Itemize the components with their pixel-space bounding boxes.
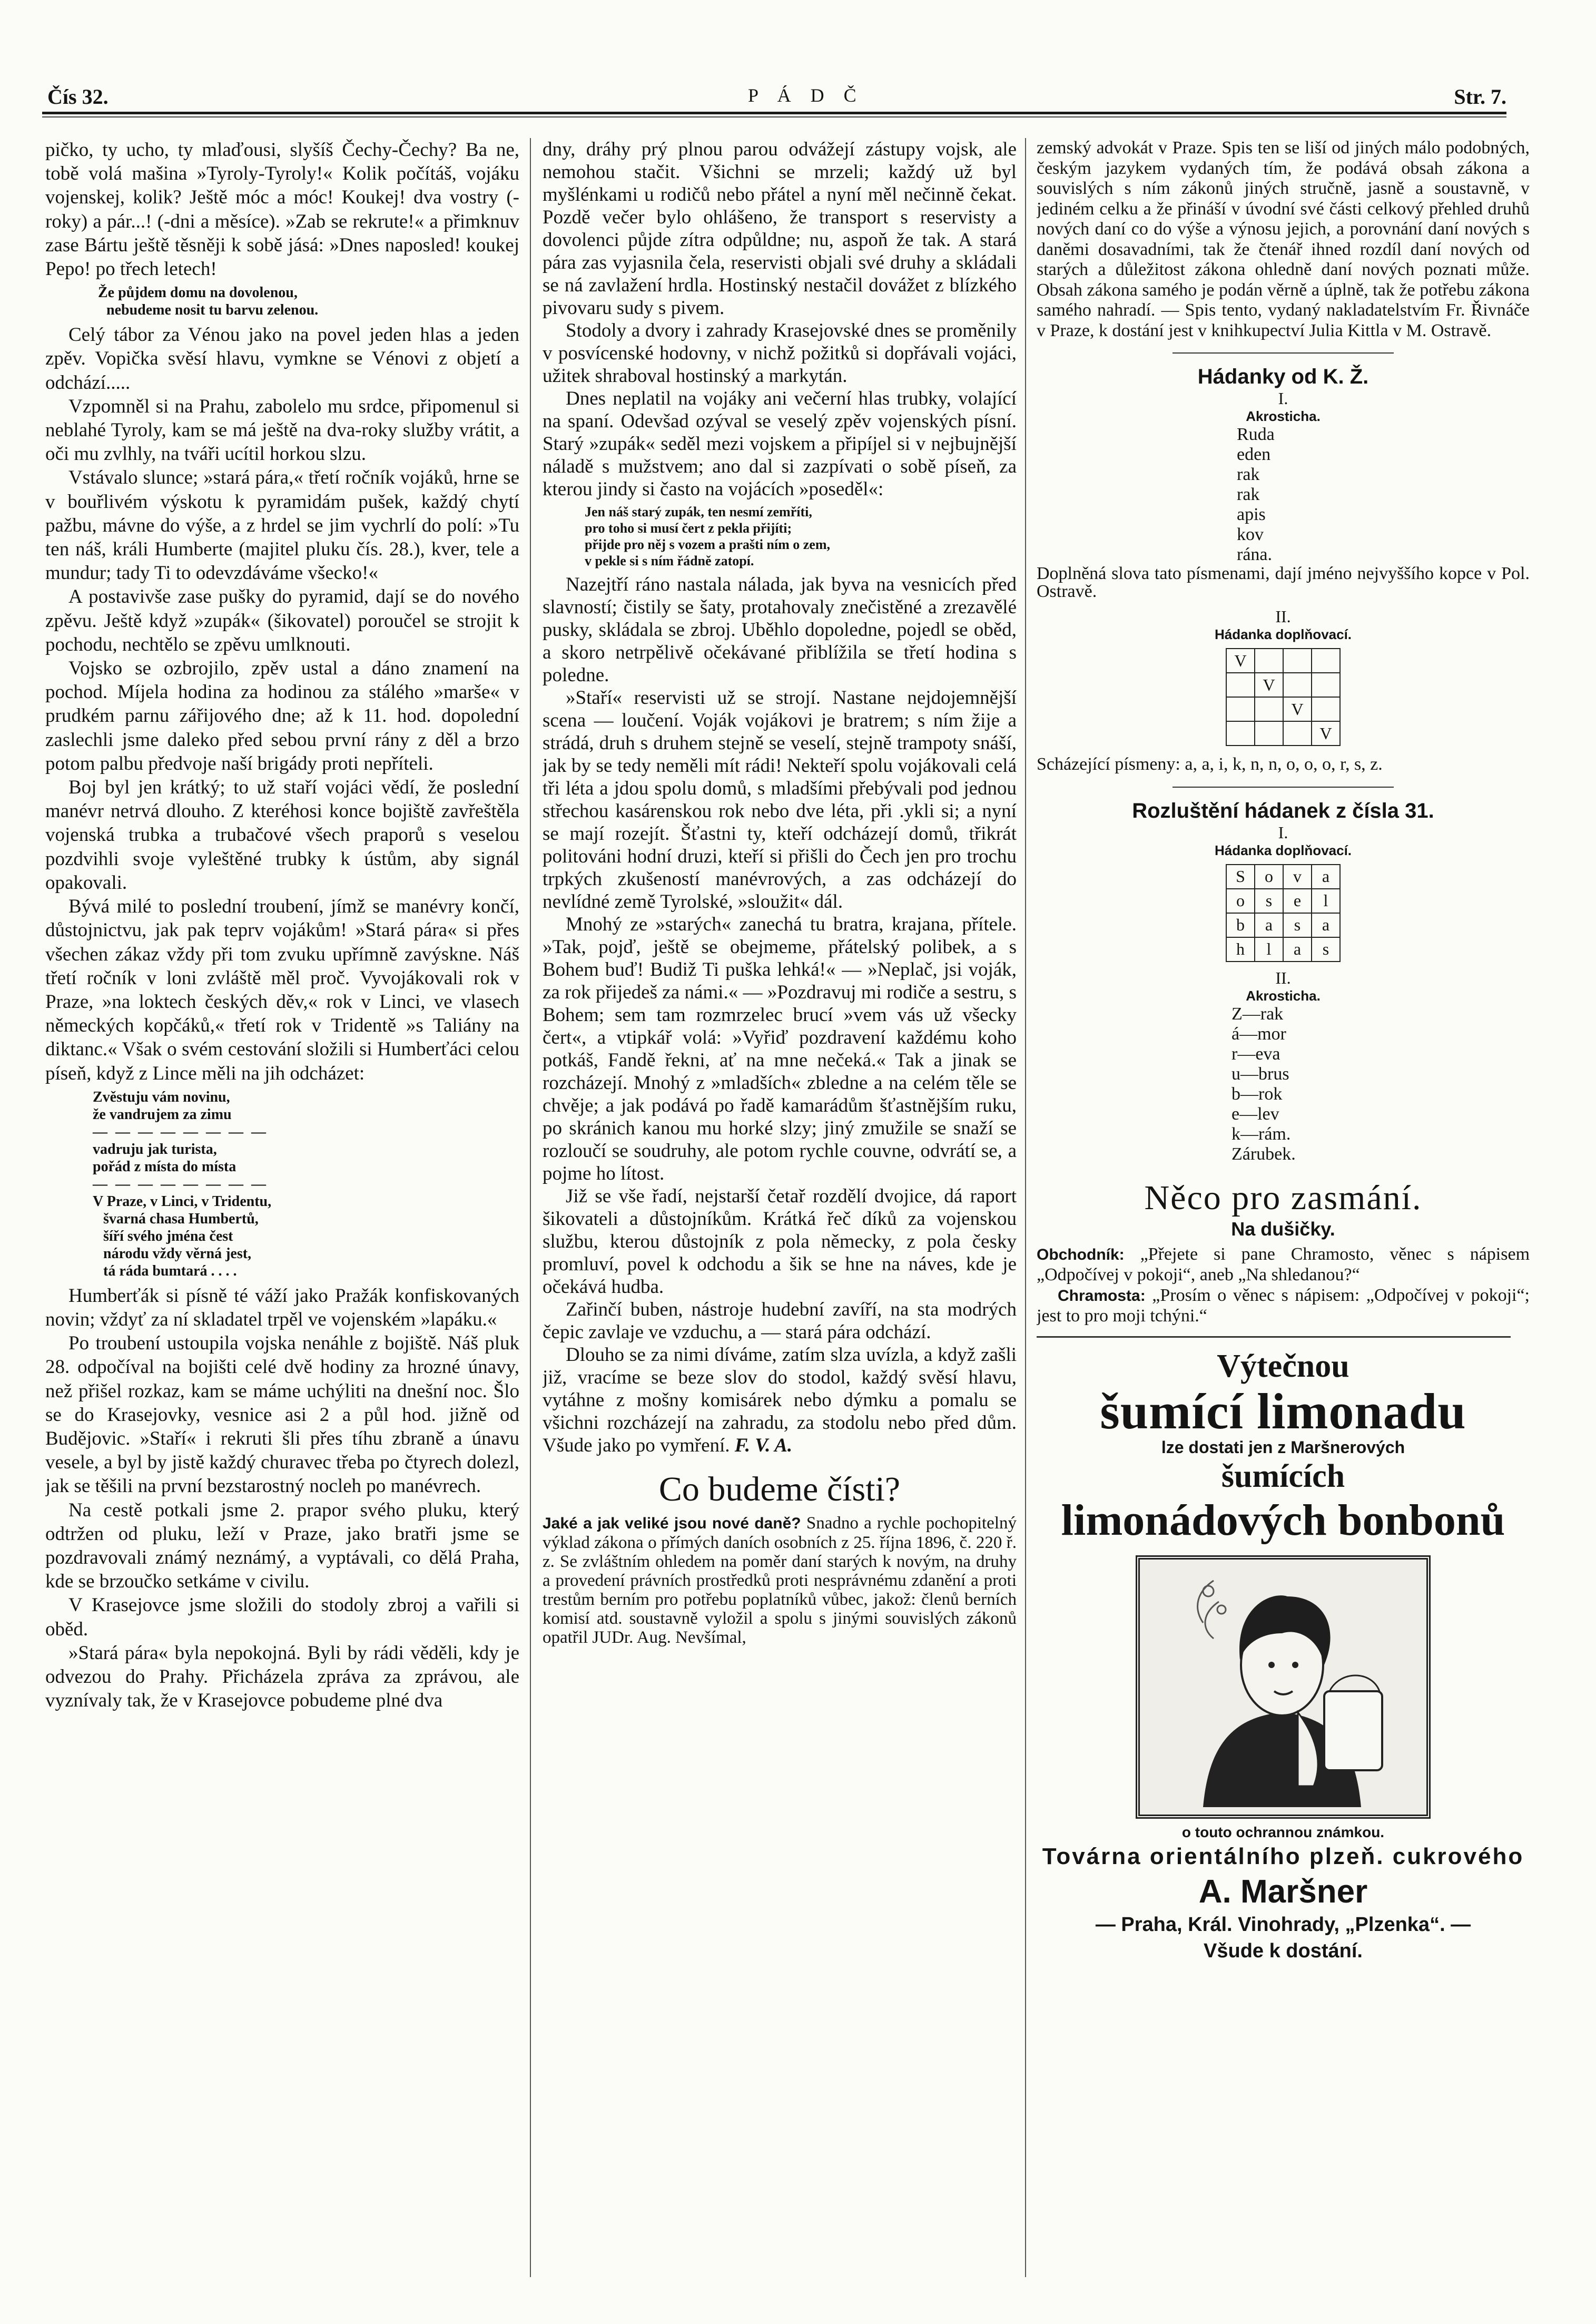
grid-cell: s — [1312, 937, 1340, 962]
book-notice-text: Snadno a rychle pochopitelný výklad zákona o přímých daních osobních z 25. října 1896, č. 220 ř. z. Se zvláštním ohledem na poměr daní starých k novým, na druhy a provedení právních prostředků proti nesprávnému zdanění a proti trestům berním pro potřebu poplatníků vůbec, jakož: členů berních komisí atd. soustavně vyložil a spolu s jinými souvislých zákonů opatřil JUDr. Aug. Nevšímal, — [543, 1514, 1017, 1647]
woman-with-lemonade-icon — [1140, 1560, 1426, 1815]
grid-cell: V — [1312, 721, 1340, 746]
grid-cell: l — [1255, 937, 1283, 962]
ad-company-type: Továrna orientálního plzeň. cukrového — [1042, 1843, 1524, 1869]
acrostic-word: kov — [1237, 525, 1264, 544]
grid-cell — [1226, 721, 1255, 746]
solution-number: II. — [1275, 968, 1291, 987]
grid-cell: V — [1283, 697, 1312, 721]
verse-line: švarná chasa Humbertů, — [103, 1210, 259, 1227]
acrostic-answer: Zárubek. — [1232, 1144, 1296, 1164]
solution-grid — [1226, 864, 1341, 962]
verse-line: Zvěstuju vám novinu, — [93, 1089, 230, 1105]
col1-paragraph: pičko, ty ucho, ty mlaďousi, slyšíš Čechy-Čechy? Ba ne, tobě volá mašina »Tyroly-Tyroly!« Kolik počítáš, vojáku vojenskej, kolik? Ještě móc a móc! Koukej! dva vostry (-roky) a pár...! (-dni a měsíce). »Zab se rekrute!« a přimknuv zase Bártu ještě těsněji k sobě jásá: »Dnes naposled! koukej Pepo! po třech letech! — [45, 139, 519, 280]
joke-line — [1037, 1244, 1530, 1286]
solution-type: Hádanka doplňovací. — [1214, 842, 1352, 858]
grid-cell — [1255, 649, 1283, 673]
header-rule-thin — [42, 116, 1506, 117]
col2-paragraph: Dnes neplatil na vojáky ani večerní hlas trubky, volající na spaní. Odevšad ozýval se veselý zpěv vojenských písní. Starý »zupák« seděl mezi vojskem a připíjel si v nejbujnější náladě s mužstvem; ano dal si zazpívati o sobě píseň, za kterou jindy si často na vojácích »poseděl«: — [543, 388, 1017, 500]
song-verse-2 — [93, 1089, 519, 1280]
closing-text: Dlouho se za nimi díváme, zatím slza uvízla, a když zašli již, vracíme se beze slov do stodol, každý svěsí hlavu, vytáhne z mošny komisárek nebo dýmku a pomalu se všichni rozcházejí na zahradu, za stodolu nebo před dům. Všude jako po vymření. — [543, 1344, 1017, 1456]
col2-paragraph: Již se vše řadí, nejstarší četař rozdělí dvojice, dá raport šikovateli a důstojníkům. Krátká řeč díků za vojenskou službu, kterou důstojník z pola německy, z pola česky promluví, povel k odchodu a šik se hne na náves, kde je očekává hudba. — [543, 1185, 1017, 1298]
joke-text: „Přejete si pane Chramosto, věnec s nápisem „Odpočívej v pokoji“, aneb „Na shledanou?“ — [1037, 1244, 1530, 1284]
verse-line: v pekle si s ním řádně zatopí. — [585, 553, 754, 568]
grid-cell: a — [1255, 913, 1283, 937]
col2-paragraph: Zařinčí buben, nástroje hudební zavíří, na sta modrých čepic zavlaje ve vzduchu, a — stará pára odchází. — [543, 1299, 1017, 1343]
col2-paragraph: dny, dráhy prý plnou parou odvážejí zástupy vojsk, ale nemohou stačit. Všichni se mrzeli; každý už byl myšlénkami u rodičů nebo přátel a nyní měl nečinně čekat. Pozdě večer bylo ohlášeno, že transport s reservisty a dovolenci půjde zítra odpůldne; nu, aspoň že tak. A stará pára zas vyjasnila čela, reservisti objali své druhy a skládali se ná zavlažení hrdla. Hostinský nestačil dovážet z blízkého pivovaru sudy s pivem. — [543, 139, 1017, 319]
col2-paragraph: »Staří« reservisti už se strojí. Nastane nejdojemnější scena — loučení. Voják vojákovi je bratrem; s ním žije a strádá, druh s druhem stejně se veselí, stejně trampoty snáší, jak by se tedy neměli mít rádi! Nekteří spolu vojákovali celá tři léta a jdou spolu domů, s mladšími přebývali pod jednou střechou kasárenskou rok nebo dve léta, při .ykli si; a nyní se mají rozejít. Šťastni ty, kteří odcházejí domů, třikrát politováni hodní druzi, kteří si přišli do Čech jen pro trochu trpkých zkušeností manévrových, a zas odcházejí do nevlídné země Tyrolské, »sloužit« dál. — [543, 687, 1017, 913]
grid-cell: o — [1226, 889, 1255, 913]
song-verse-1 — [98, 284, 519, 319]
masthead-fragment: P Á D Č — [748, 85, 864, 106]
verse-line: pořád z místa do místa — [93, 1158, 237, 1175]
acrostic-solution-line: u—brus — [1232, 1064, 1289, 1084]
riddle-number: I. — [1278, 389, 1288, 408]
zupak-song-verse — [585, 504, 1017, 569]
ad-tagline: lze dostati jen z Maršnerových — [1161, 1437, 1405, 1457]
grid-cell — [1312, 697, 1340, 721]
verse-line: přijde pro něj s vozem a prašti ním o zem, — [585, 537, 831, 552]
riddle-instruction: Doplněná slova tato písmenami, dají jméno nejvyššího kopce v Pol. Ostravě. — [1037, 564, 1530, 601]
page-number: Str. 7. — [1454, 85, 1506, 109]
verse-line: vadruju jak turista, — [93, 1141, 217, 1158]
ad-headline-2: šumící limonadu — [1100, 1382, 1466, 1439]
col2-paragraph — [543, 1344, 1017, 1457]
author-signature: F. V. A. — [734, 1435, 793, 1456]
verse-line: nebudeme nosit tu barvu zelenou. — [106, 302, 319, 319]
trademark-label: o touto ochrannou známkou. — [1181, 1823, 1385, 1840]
acrostic-solution-line: b—rok — [1232, 1084, 1283, 1104]
col1-paragraph: Vstávalo slunce; »stará pára,« třetí ročník vojáků, hrne se v bouřlivém výskotu k pyramidám pušek, každý chytí pažbu, mávne do výše, a z hrdel se jim vychrlí do polí: »Tu ten náš, králi Humberte (majitel pluku čís. 28.), kver, tele a mundur; tady Ti to odevzdáváme všecko!« — [45, 467, 519, 584]
book-notice-lead: Jaké a jak veliké jsou nové daně? — [543, 1515, 801, 1532]
col1-paragraph: A postavivše zase pušky do pyramid, dají se do nového zpěvu. Ještě když »zupák« (šikovatel) poroučel se strojit k pochodu, nechtělo se zpěvu umlknouti. — [45, 586, 519, 655]
riddles-title: Hádanky od K. Ž. — [1197, 365, 1369, 388]
grid-cell — [1255, 721, 1283, 746]
acrostic-solution-list — [1232, 1004, 1530, 1164]
acrostic-solution-line: Z—rak — [1232, 1004, 1284, 1024]
column-divider-1 — [530, 138, 531, 2277]
section-divider — [1173, 352, 1394, 354]
col1-paragraph: Boj byl jen krátký; to už staří vojáci vědí, že poslední manévr netrvá dlouho. Z kteréhosi konce bojiště zavřeštěla vojenská trubka a trubačové všech praporů s veselou pozdvihli svoje vyleštěné trubky k ústům, aby signál opakovali. — [45, 777, 519, 894]
col2-paragraph: Nazejtří ráno nastala nálada, jak byva na vesnicích před slavností; čistily se šaty, protahovaly znečistěné a zrezavělé pusky, skládala se zbroj. Uběhlo dopoledne, pojedl se oběd, a skoro netrpělivě očekávané přiblížila se třetí hodina s poledne. — [543, 574, 1017, 686]
col1-paragraph: »Stará pára« byla nepokojná. Byli by rádi věděli, kdy je odvezou do Prahy. Přicházela zpráva za zprávou, ale vyznívaly tak, že v Krasejovce pobudeme plné dva — [45, 1642, 519, 1712]
ad-headline-4: limonádových bonbonů — [1061, 1495, 1505, 1545]
humor-section-title: Něco pro zasmání. — [1144, 1178, 1422, 1217]
acrostic-word: eden — [1237, 445, 1271, 464]
ad-availability: Všude k dostání. — [1204, 1939, 1363, 1962]
page-header — [42, 84, 1506, 116]
col1-paragraph: Bývá milé to poslední troubení, jímž se manévry končí, důstojnictvu, jak pak teprv vojákům! »Stará pára« si přes všechen zákaz vždy při tom zvuku upřímně zavýskne. Náš třetí ročník v loni zvláště měl proč. Vyvojákovali rok v Praze, »na loktech českých děv,« rok v Linci, ve vlasech německých kopčáků,« třetí rok v Tridentě »s Taliány na diktanc.« Však o svém cestování složili si Humberťáci celou píseň, když z Lince měli na jih odcházet: — [45, 896, 519, 1084]
acrostic-word: rak — [1237, 465, 1260, 484]
grid-cell — [1226, 673, 1255, 697]
grid-cell — [1312, 649, 1340, 673]
ad-company-name: A. Maršner — [1198, 1873, 1368, 1910]
section-title-co-budeme-cisti: Co budeme čísti? — [658, 1470, 901, 1508]
grid-cell: V — [1226, 649, 1255, 673]
grid-cell — [1226, 697, 1255, 721]
acrostic-word: Ruda — [1237, 425, 1275, 444]
col2-paragraph: Stodoly a dvory i zahrady Krasejovské dnes se proměnily v posvícenské hodovny, v nichž požitků si dopřávali vojáci, užitek shraboval hostinský a markytán. — [543, 320, 1017, 387]
riddle-number: II. — [1275, 607, 1291, 626]
grid-cell: S — [1226, 865, 1255, 889]
solutions-title: Rozluštění hádanek z čísla 31. — [1132, 799, 1434, 822]
section-divider — [1173, 787, 1394, 788]
humor-subtitle: Na dušičky. — [1231, 1218, 1335, 1240]
grid-cell: a — [1283, 937, 1312, 962]
col1-paragraph: Celý tábor za Vénou jako na povel jeden hlas a jeden zpěv. Vopička svěsí hlavu, vymkne se Vénovi z objetí a odchází..... — [45, 324, 519, 394]
verse-line: Jen náš starý zupák, ten nesmí zemříti, — [585, 504, 812, 519]
solution-number: I. — [1278, 822, 1288, 842]
col2-paragraph: Mnohý ze »starých« zanechá tu bratra, krajana, přítele. »Tak, pojď, ještě se obejmeme, přátelský polibek, a s Bohem buď! Budiž Ti puška lehká!« — »Neplač, jsi voják, za rok přijedeš za námi.« — »Pozdravuj mi rodiče a sestru, s Bohem; sem tam rozmrzelec brucí »vem vás už všecky čert«, a vtipkář volá: »Vyřiď pozdravení každému koho potkáš, Fandě řekni, ať na mne nečeká.« Tak a jinak se rozcházejí. Mnohý z »mladších« zbledne a na celém těle se chvěje; a jak podává po řadě kamarádům šťastnějším ruku, po skránich kanou mu horké slzy; jiný zmužile se snaží se rozloučí se soudruhy, ale potom rychle couvne, odvrátí se, a pojme ho lítost. — [543, 914, 1017, 1184]
col1-paragraph: Na cestě potkali jsme 2. prapor svého pluku, který odtržen od pluku, leží v Praze, jako bratři jsme se pozdravovali známý neznámý, a vyptávali, co dělá Praha, kde se brzoučko setkáme v civilu. — [45, 1499, 519, 1593]
col1-paragraph: Vojsko se ozbrojilo, zpěv ustal a dáno znamení na pochod. Míjela hodina za hodinou za stálého »marše« v prudkém parnu zářijového dne; až k 11. hod. dopolední zaslechli jsme daleko před sebou první rány z děl a brzo potom palbu předvoje naší brigády proti nepříteli. — [45, 658, 519, 774]
advertisement-limonada — [1037, 1347, 1530, 1964]
grid-cell: a — [1312, 865, 1340, 889]
verse-line: Že půjdem domu na dovolenou, — [98, 285, 298, 301]
col1-paragraph: V Krasejovce jsme složili do stodoly zbroj a vařili si oběd. — [45, 1594, 519, 1640]
verse-line: šíří svého jména čest — [103, 1228, 233, 1244]
trademark-illustration — [1136, 1555, 1431, 1819]
grid-cell: s — [1283, 913, 1312, 937]
ad-top-rule — [1037, 1336, 1511, 1338]
col1-paragraph: Po troubení ustoupila vojska nenáhle z bojiště. Náš pluk 28. odpočíval na bojišti celé dvě hodiny za hrozné únavy, než přišel rozkaz, kam se máme uchýliti na dnešní noc. Šlo se do Krasejovky, vesnice asi 2 a půl hod. jižně od Budějovic. »Staří« i rekruti šli přes tíhu zbraně a únavu vesele, a byl by jistě každý churavec třeba po čtyrech dolezl, jak se těšili na první bezstarostný nocleh po manévrech. — [45, 1332, 519, 1497]
acrostic-solution-line: á—mor — [1232, 1024, 1286, 1044]
verse-line: — — — — — — — — — [93, 1175, 268, 1192]
grid-cell: b — [1226, 913, 1255, 937]
grid-cell — [1283, 721, 1312, 746]
acrostic-word: rak — [1237, 485, 1260, 504]
grid-cell: o — [1255, 865, 1283, 889]
verse-line: V Praze, v Linci, v Tridentu, — [93, 1193, 272, 1210]
verse-line: národu vždy věrná jest, — [103, 1245, 252, 1262]
header-rule — [42, 112, 1506, 114]
grid-cell — [1283, 649, 1312, 673]
missing-letters: Scházející písmeny: a, a, i, k, n, n, o, o, o, r, s, z. — [1037, 754, 1383, 774]
riddle-type: Hádanka doplňovací. — [1214, 626, 1352, 642]
grid-cell: a — [1312, 913, 1340, 937]
column-1 — [45, 138, 519, 2288]
grid-cell: h — [1226, 937, 1255, 962]
riddle-type: Akrostichа. — [1246, 408, 1321, 424]
grid-cell: V — [1255, 673, 1283, 697]
verse-line: že vandrujem za zimu — [93, 1106, 232, 1123]
ad-address: — Praha, Král. Vinohrady, „Plzenka“. — — [1095, 1913, 1471, 1936]
joke-speaker: Chramosta: — [1058, 1287, 1146, 1305]
acrostic-solution-line: k—rám. — [1232, 1124, 1291, 1144]
joke-line — [1037, 1286, 1530, 1327]
acrostic-word: rána. — [1237, 545, 1273, 564]
verse-line: pro toho si musí čert z pekla přijíti; — [585, 521, 792, 536]
acrostic-word-list — [1237, 425, 1530, 565]
grid-cell — [1255, 697, 1283, 721]
ad-headline-3: šumících — [1221, 1458, 1345, 1494]
col1-paragraph: Humberťák si písně té váží jako Pražák konfiskovaných novin; vždyť za ní skladatel trpěl ve vojenském »lapáku.« — [45, 1284, 519, 1330]
acrostic-solution-line: e—lev — [1232, 1104, 1279, 1124]
column-3 — [1037, 138, 1530, 2288]
grid-cell: e — [1283, 889, 1312, 913]
ad-headline-1: Výtečnou — [1217, 1348, 1349, 1384]
acrostic-solution-line: r—eva — [1232, 1044, 1280, 1064]
verse-line: tá ráda bumtará . . . . — [103, 1262, 237, 1279]
grid-cell: v — [1283, 865, 1312, 889]
grid-cell: l — [1312, 889, 1340, 913]
column-2 — [543, 138, 1017, 2288]
grid-cell — [1283, 673, 1312, 697]
verse-line: — — — — — — — — — [93, 1123, 268, 1140]
book-notice-continued: zemský advokát v Praze. Spis ten se liší od jiných málo podobných, českým jazykem vydaných tím, že podává obsah zákona a souvislých s ním zákonů jiných stručně, jasně a soustavně, v jediném celku a že přináší v úvodní své části celkový přehled druhů nových daní co do výše a výnosu jejich, a porovnání daní nových s daněmi dosavadními, tak že čtenář ihned rozdíl daní nových od starých a důležitost zákona ohledně daní nových poznati může. Obsah zákona samého je podán věrně a úplně, tak že potřebu zákona samého nahradí. — Spis tento, vydaný nakladatelstvím Fr. Řivnáče v Praze, k dostání jest v knihkupectví Julia Kittla v M. Ostravě. — [1037, 138, 1530, 340]
riddle-grid — [1226, 648, 1341, 746]
acrostic-word: apis — [1237, 505, 1266, 524]
grid-cell: s — [1255, 889, 1283, 913]
book-notice — [543, 1514, 1017, 1647]
column-divider-2 — [1025, 138, 1026, 2277]
solution-type: Akrostichа. — [1246, 987, 1321, 1004]
joke-text: „Prosím o věnec s nápisem: „Odpočívej v pokoji“; jest to pro moji tchýni.“ — [1037, 1285, 1530, 1326]
grid-cell — [1312, 673, 1340, 697]
col1-paragraph: Vzpomněl si na Prahu, zabolelo mu srdce, připomenul si neblahé Tyroly, kam se má ještě na dva-roky služby vrátit, a oči mu zvlhly, na tváři ucítil horkou slzu. — [45, 395, 519, 465]
joke-speaker: Obchodník: — [1037, 1246, 1125, 1263]
issue-number: Čís 32. — [47, 85, 109, 109]
